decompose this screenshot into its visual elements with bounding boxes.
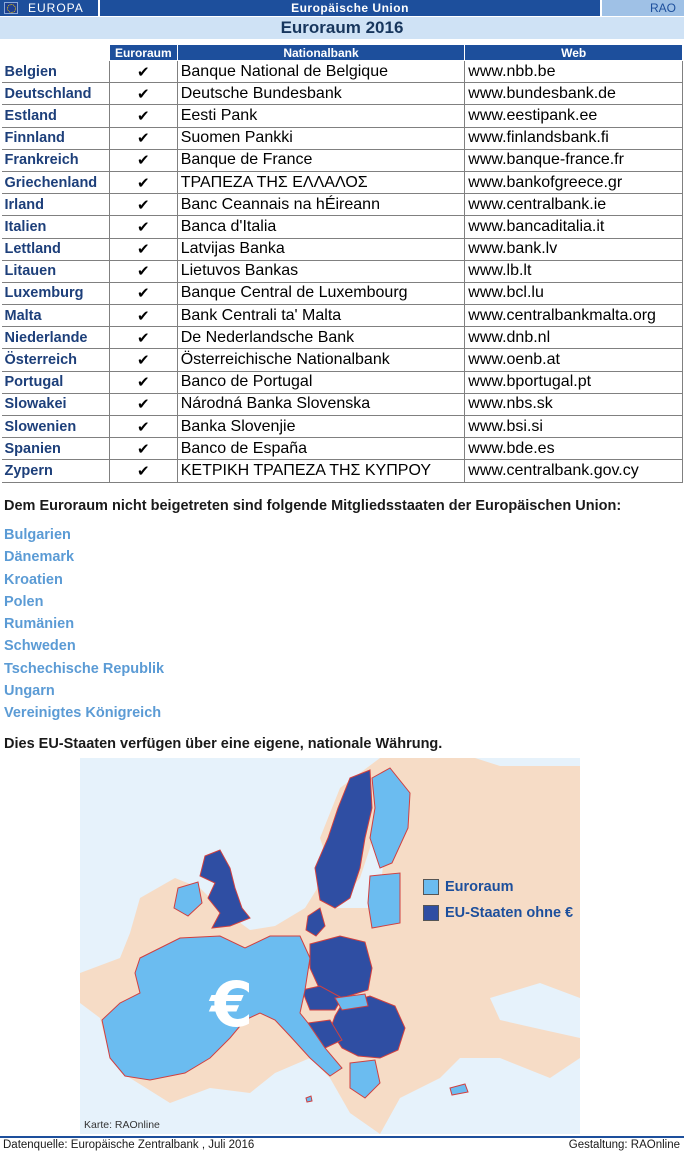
bank-cell: Suomen Pankki xyxy=(177,127,465,149)
euroraum-check-cell: ✔ xyxy=(109,61,177,83)
table-row xyxy=(2,327,683,349)
table-row xyxy=(2,149,683,171)
euro-symbol: € xyxy=(210,968,254,1041)
country-cell: Slowenien xyxy=(2,416,110,438)
euroraum-check-cell: ✔ xyxy=(109,216,177,238)
table-row xyxy=(2,371,683,393)
bank-cell: De Nederlandsche Bank xyxy=(177,327,465,349)
header-euroraum: Euroraum xyxy=(109,45,177,61)
non-euro-intro: Dem Euroraum nicht beigetreten sind folgende Mitgliedsstaaten der Europäischen Union: xyxy=(4,498,622,514)
euroraum-check-cell: ✔ xyxy=(109,438,177,460)
web-link[interactable]: www.dnb.nl xyxy=(465,327,683,349)
euroraum-check-cell: ✔ xyxy=(109,393,177,415)
bank-cell: Banca d'Italia xyxy=(177,216,465,238)
web-link[interactable]: www.centralbank.ie xyxy=(465,194,683,216)
bank-cell: Lietuvos Bankas xyxy=(177,260,465,282)
country-cell: Deutschland xyxy=(2,83,110,105)
euroraum-check-cell: ✔ xyxy=(109,305,177,327)
legend-euroraum-label: Euroraum xyxy=(445,879,514,895)
euroraum-check-cell: ✔ xyxy=(109,260,177,282)
country-cell: Zypern xyxy=(2,460,110,482)
bank-cell: Deutsche Bundesbank xyxy=(177,83,465,105)
europe-map xyxy=(80,758,580,1134)
non-euro-list xyxy=(4,525,164,726)
web-link[interactable]: www.eestipank.ee xyxy=(465,105,683,127)
web-link[interactable]: www.centralbank.gov.cy xyxy=(465,460,683,482)
euroraum-check-cell: ✔ xyxy=(109,282,177,304)
table-body xyxy=(2,61,683,483)
non-euro-country: Polen xyxy=(4,593,44,610)
legend-non-euro xyxy=(423,900,573,926)
euroraum-check-cell: ✔ xyxy=(109,349,177,371)
bank-cell: Banka Slovenjie xyxy=(177,416,465,438)
euroraum-check-cell: ✔ xyxy=(109,460,177,482)
web-link[interactable]: www.centralbankmalta.org xyxy=(465,305,683,327)
table-row xyxy=(2,216,683,238)
country-cell: Luxemburg xyxy=(2,282,110,304)
non-euro-country: Schweden xyxy=(4,638,76,655)
euroraum-check-cell: ✔ xyxy=(109,83,177,105)
country-cell: Irland xyxy=(2,194,110,216)
table-row xyxy=(2,460,683,482)
country-cell: Malta xyxy=(2,305,110,327)
web-link[interactable]: www.lb.lt xyxy=(465,260,683,282)
web-link[interactable]: www.bportugal.pt xyxy=(465,371,683,393)
web-link[interactable]: www.nbb.be xyxy=(465,61,683,83)
table-row xyxy=(2,194,683,216)
country-cell: Spanien xyxy=(2,438,110,460)
web-link[interactable]: www.bank.lv xyxy=(465,238,683,260)
euroraum-check-cell: ✔ xyxy=(109,127,177,149)
non-euro-country: Dänemark xyxy=(4,549,75,566)
header-blank xyxy=(2,45,110,61)
bank-cell: Banco de España xyxy=(177,438,465,460)
bank-cell: Bank Centrali ta' Malta xyxy=(177,305,465,327)
euroraum-check-cell: ✔ xyxy=(109,171,177,193)
table-row xyxy=(2,105,683,127)
footer-design: Gestaltung: RAOnline xyxy=(568,1139,680,1151)
table-row xyxy=(2,238,683,260)
footer-divider xyxy=(0,1136,684,1138)
non-euro-country: Ungarn xyxy=(4,683,55,700)
web-link[interactable]: www.bundesbank.de xyxy=(465,83,683,105)
footer-source: Datenquelle: Europäische Zentralbank , Juli 2016 xyxy=(3,1139,255,1151)
country-cell: Griechenland xyxy=(2,171,110,193)
map-credit: Karte: RAOnline xyxy=(84,1119,160,1131)
bank-cell: Banco de Portugal xyxy=(177,371,465,393)
non-euro-country: Rumänien xyxy=(4,616,75,633)
euroraum-check-cell: ✔ xyxy=(109,149,177,171)
bank-cell: Österreichische Nationalbank xyxy=(177,349,465,371)
bank-cell: Národná Banka Slovenska xyxy=(177,393,465,415)
web-link[interactable]: www.bancaditalia.it xyxy=(465,216,683,238)
country-cell: Frankreich xyxy=(2,149,110,171)
euro-table xyxy=(1,44,683,483)
table-header-row xyxy=(2,45,683,61)
country-cell: Österreich xyxy=(2,349,110,371)
table-row xyxy=(2,305,683,327)
map-graphic xyxy=(80,758,580,1134)
header-web: Web xyxy=(465,45,683,61)
euroraum-check-cell: ✔ xyxy=(109,238,177,260)
table-row xyxy=(2,171,683,193)
web-link[interactable]: www.banque-france.fr xyxy=(465,149,683,171)
bank-cell: ΚΕΤΡΙΚΗ ΤΡΑΠΕΖΑ ΤΗΣ ΚΥΠΡΟΥ xyxy=(177,460,465,482)
web-link[interactable]: www.finlandsbank.fi xyxy=(465,127,683,149)
europa-label: EUROPA xyxy=(28,1,84,15)
country-cell: Belgien xyxy=(2,61,110,83)
legend-non-euro-swatch xyxy=(423,905,439,921)
euroraum-check-cell: ✔ xyxy=(109,105,177,127)
country-cell: Litauen xyxy=(2,260,110,282)
non-euro-outro: Dies EU-Staaten verfügen über eine eigene, nationale Währung. xyxy=(4,736,443,752)
table-row xyxy=(2,393,683,415)
non-euro-country: Bulgarien xyxy=(4,527,71,543)
table-row xyxy=(2,61,683,83)
map-legend xyxy=(423,874,573,926)
country-cell: Italien xyxy=(2,216,110,238)
table-row xyxy=(2,416,683,438)
web-link[interactable]: www.bcl.lu xyxy=(465,282,683,304)
legend-non-euro-label: EU-Staaten ohne € xyxy=(445,905,574,921)
bank-cell: ΤΡΑΠΕΖΑ ΤΗΣ ΕΛΛΑΛΟΣ xyxy=(177,171,465,193)
table-row xyxy=(2,83,683,105)
web-link[interactable]: www.bde.es xyxy=(465,438,683,460)
bank-cell: Banque National de Belgique xyxy=(177,61,465,83)
table-row xyxy=(2,127,683,149)
page-title: Euroraum 2016 xyxy=(0,17,684,39)
table-row xyxy=(2,282,683,304)
non-euro-country: Kroatien xyxy=(4,571,63,588)
country-cell: Estland xyxy=(2,105,110,127)
non-euro-country: Vereinigtes Königreich xyxy=(4,705,162,722)
web-link[interactable]: www.bsi.si xyxy=(465,416,683,438)
table-row xyxy=(2,260,683,282)
web-link[interactable]: www.nbs.sk xyxy=(465,393,683,415)
euroraum-check-cell: ✔ xyxy=(109,194,177,216)
header-center: Europäische Union xyxy=(98,0,602,16)
country-cell: Finnland xyxy=(2,127,110,149)
bank-cell: Banque Central de Luxembourg xyxy=(177,282,465,304)
table-row xyxy=(2,349,683,371)
legend-euroraum xyxy=(423,874,573,900)
europa-link[interactable] xyxy=(0,0,98,16)
euroraum-check-cell: ✔ xyxy=(109,416,177,438)
legend-euroraum-swatch xyxy=(423,879,439,895)
bank-cell: Banque de France xyxy=(177,149,465,171)
rao-link[interactable]: RAO xyxy=(602,0,684,16)
table-row xyxy=(2,438,683,460)
euroraum-check-cell: ✔ xyxy=(109,371,177,393)
country-cell: Slowakei xyxy=(2,393,110,415)
top-bar xyxy=(0,0,684,16)
country-cell: Portugal xyxy=(2,371,110,393)
bank-cell: Eesti Pank xyxy=(177,105,465,127)
web-link[interactable]: www.bankofgreece.gr xyxy=(465,171,683,193)
header-bank: Nationalbank xyxy=(177,45,465,61)
eu-flag-icon xyxy=(4,2,18,14)
bank-cell: Latvijas Banka xyxy=(177,238,465,260)
country-cell: Niederlande xyxy=(2,327,110,349)
euroraum-check-cell: ✔ xyxy=(109,327,177,349)
bank-cell: Banc Ceannais na hÉireann xyxy=(177,194,465,216)
non-euro-country: Tschechische Republik xyxy=(4,660,165,677)
web-link[interactable]: www.oenb.at xyxy=(465,349,683,371)
country-cell: Lettland xyxy=(2,238,110,260)
